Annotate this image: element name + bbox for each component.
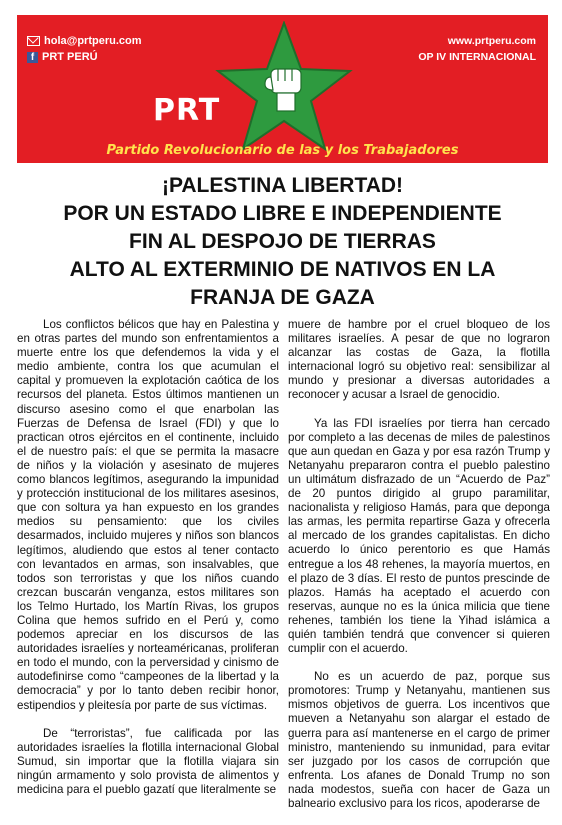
site-info bbox=[418, 33, 536, 65]
facebook-icon: f bbox=[27, 52, 38, 63]
headline-block bbox=[17, 172, 548, 312]
paragraph: muere de hambre por el cruel bloqueo de los militares israelíes. A pesar de que no lograron alcanzar las costas de Gaza, la flotilla internacional logró su objetivo real: sensibilizar al mundo y presionar a diversas autoridades a reconocer y acusar a Israel de genocidio. bbox=[288, 318, 550, 402]
headline-line: FRANJA DE GAZA bbox=[190, 286, 375, 309]
star-logo-icon bbox=[214, 21, 354, 155]
contact-info bbox=[27, 33, 142, 65]
article-column-right bbox=[288, 318, 550, 825]
header-banner bbox=[17, 15, 548, 163]
headline-line: FIN AL DESPOJO DE TIERRAS bbox=[129, 230, 436, 253]
mail-icon bbox=[27, 36, 40, 46]
paragraph: No es un acuerdo de paz, porque sus promotores: Trump y Netanyahu, mantienen sus mismos objetivos de guerra. Los incentivos que mueven a Netanyahu son alargar el estado de guerra para así mantenerse en el cargo de primer ministro, manteniendo su inmunidad, para evitar ser juzgado por los casos de corrupción que enfrenta. Los afanes de Donald Trump no son nada modestos, sueña con hacer de Gaza un balneario exclusivo para los ricos, apoderarse de bbox=[288, 670, 550, 810]
international-label: OP IV INTERNACIONAL bbox=[418, 51, 536, 63]
paragraph: De “terroristas”, fue calificada por las autoridades israelíes la flotilla internacional Global Sumud, sin importar que la flotilla viajara sin ningún armamento y solo provista de alimentos y medicina para el pueblo gazatí que literalmente se bbox=[17, 726, 279, 796]
headline-line: POR UN ESTADO LIBRE E INDEPENDIENTE bbox=[63, 202, 502, 225]
logo-wordmark: PRT bbox=[153, 93, 221, 128]
paragraph: Ya las FDI israelíes por tierra han cercado por completo a las decenas de miles de palestinos que aun quedan en Gaza y por esa razón Trump y Netanyahu prepararon contra el pueblo palestino un ultimátum disfrazado de un “Acuerdo de Paz” de 20 puntos dirigido al grupo paramilitar, nacionalista y religioso Hamás, para que deponga las armas, les permita repartirse Gaza y ofrecerla al mercado de los grandes capitalistas. En dicho acuerdo lo único perentorio es que Hamás entregue a los 48 rehenes, la mayoría muertos, en el plazo de 3 días. El resto de puntos prescinde de plazos. Hamás ha aceptado el acuerdo con reservas, aunque no es la única milicia que tiene rehenes, también los tiene la Yihad islámica a quién también tendrá que convencer si quieren cumplir con el acuerdo. bbox=[288, 416, 550, 656]
email-link[interactable]: hola@prtperu.com bbox=[44, 35, 142, 47]
headline-line: ALTO AL EXTERMINIO DE NATIVOS EN LA bbox=[69, 258, 496, 281]
party-name: Partido Revolucionario de las y los Trabajadores bbox=[106, 143, 459, 158]
paragraph: Los conflictos bélicos que hay en Palestina y en otras partes del mundo son enfrentamientos a muerte entre los que defendemos la vida y el medio ambiente, contra los que acumulan el capital y promueven la explotación caótica de los recursos del planeta. Estos últimos mantienen un discurso asesino como el que enarbolan las Fuerzas de Defensa de Israel (FDI) y que lo practican otros ejércitos en el continente, incluido el de nuestro país: el que se permita la masacre de niños y la violación y asesinato de mujeres como blancos legítimos, asegurando la impunidad y protección institucional de los militares asesinos, que con soltura ya han expuesto en los grandes medios su pensamiento: que los civiles desarmados, incluido mujeres y niños son blancos legítimos, aludiendo que estos al tener contacto con levantados en armas, son insalvables, que todos son terroristas y que los niños cuando crezcan buscarán venganza, estos militares son los Telmo Hurtado, los Martín Rivas, los grupos Colina que hemos sufrido en el Perú y, como podemos apreciar en los discursos de las autoridades israelíes y norteaméricanas, proliferan en todo el mundo, con la perversidad y cinismo de autodefinirse como “campeones de la libertad y la democracia” y por lo tanto deben recibir honor, estipendios y pleitesía por parte de sus víctimas. bbox=[17, 318, 279, 712]
headline-line: ¡PALESTINA LIBERTAD! bbox=[161, 174, 404, 197]
article-column-left bbox=[17, 318, 279, 811]
facebook-link[interactable]: PRT PERÚ bbox=[42, 51, 98, 63]
website-link[interactable]: www.prtperu.com bbox=[447, 35, 536, 47]
